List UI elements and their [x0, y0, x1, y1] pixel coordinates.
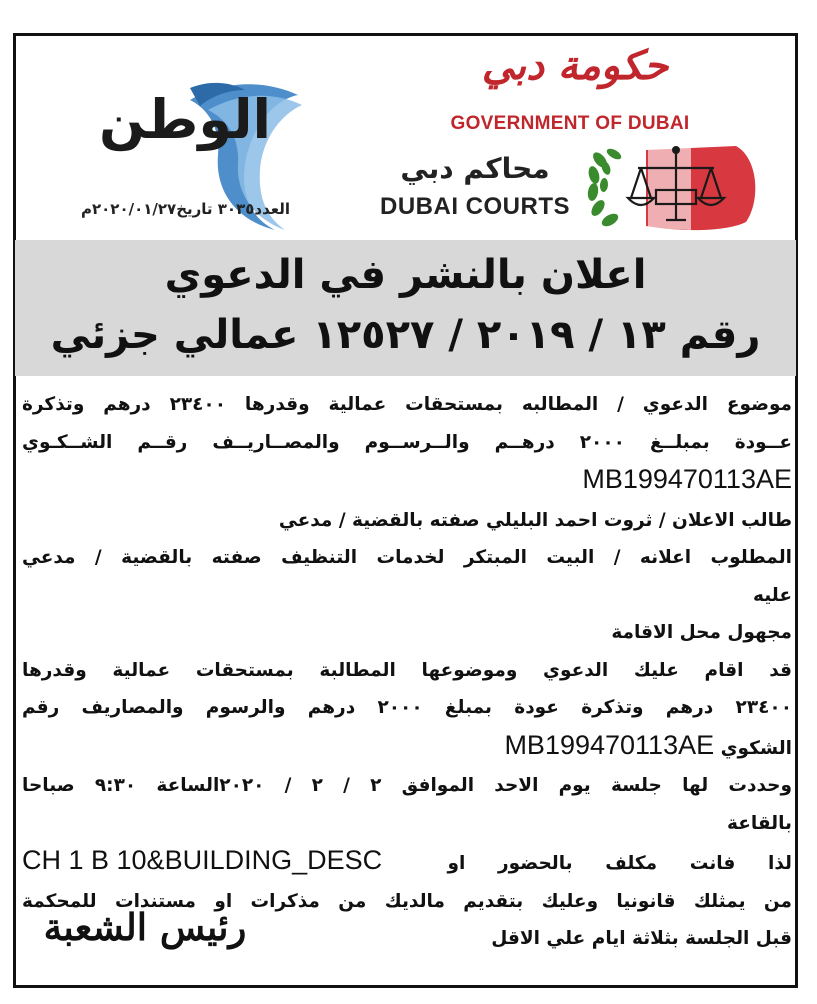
lawsuit-text-line-1: قد اقام عليك الدعوي وموضوعها المطالبة بمستحقات عمالية وقدرها — [22, 659, 792, 681]
notice-title: اعلان بالنشر في الدعوي — [164, 252, 647, 298]
plaintiff-line: طالب الاعلان / ثروت احمد البليلي صفته بالقضية / مدعي — [278, 509, 792, 531]
newspaper-name: الوطن — [98, 88, 272, 151]
case-subject-line-2: عــودة بمبلــغ ٢٠٠٠ درهــم والــرســوم والمصــاريــف رقــم الشــكـوي — [22, 431, 792, 453]
complaint-label: الشكوي — [720, 737, 792, 759]
attendance-line-1 — [22, 842, 792, 883]
complaint-reference: MB199470113AE — [582, 464, 792, 494]
defendant-line-1: المطلوب اعلانه / البيت المبتكر لخدمات التنظيف صفته بالقضية / مدعي — [22, 547, 792, 568]
government-of-dubai-english: GOVERNMENT OF DUBAI — [450, 113, 690, 134]
lawsuit-text-line-3 — [22, 727, 792, 768]
unknown-residence: مجهول محل الاقامة — [611, 622, 792, 643]
hearing-date-line: وحددت لها جلسة يوم الاحد الموافق ٢ / ٢ / ٢٠٢٠الساعة ٩:٣٠ صباحا — [22, 775, 793, 796]
issue-number-date: العدد٣٠٣٥ تاريخ٢٠٢٠/٠١/٢٧م — [80, 200, 290, 218]
defendant-line-2: عليه — [753, 584, 792, 606]
hearing-hall-label: بالقاعة — [727, 812, 792, 834]
attendance-line-2: من يمثلك قانونيا وعليك بتقديم مالديك من مذكرات او مستندات للمحكمة — [22, 890, 792, 912]
attendance-line-3: قبل الجلسة بثلاثة ايام علي الاقل — [491, 928, 792, 949]
department-head-signature: رئيس الشعبة — [43, 905, 247, 949]
complaint-reference-2: MB199470113AE — [504, 729, 715, 760]
hall-reference: CH 1 B 10&BUILDING_DESC — [22, 845, 383, 875]
notice-body — [22, 386, 792, 958]
dubai-courts-arabic: محاكم دبي — [400, 152, 550, 185]
dubai-courts-english: DUBAI COURTS — [380, 193, 570, 220]
attendance-text: لذا فانت مكلف بالحضور او — [447, 853, 792, 874]
case-subject-line-1: موضوع الدعوي / المطالبه بمستحقات عمالية وقدرها ٢٣٤٠٠ درهم وتذكرة — [22, 394, 792, 415]
complaint-reference-line — [22, 461, 792, 502]
case-number: رقم ١٣ / ٢٠١٩ / ١٢٥٢٧ عمالي جزئي — [50, 312, 761, 358]
lawsuit-text-line-2: ٢٣٤٠٠ درهم وتذكرة عودة بمبلغ ٢٠٠٠ درهم والرسوم والمصاريف رقم — [22, 697, 792, 718]
scales-of-justice-emblem-icon — [586, 140, 761, 235]
government-of-dubai-arabic-logo: حكومة دبي — [481, 42, 669, 89]
